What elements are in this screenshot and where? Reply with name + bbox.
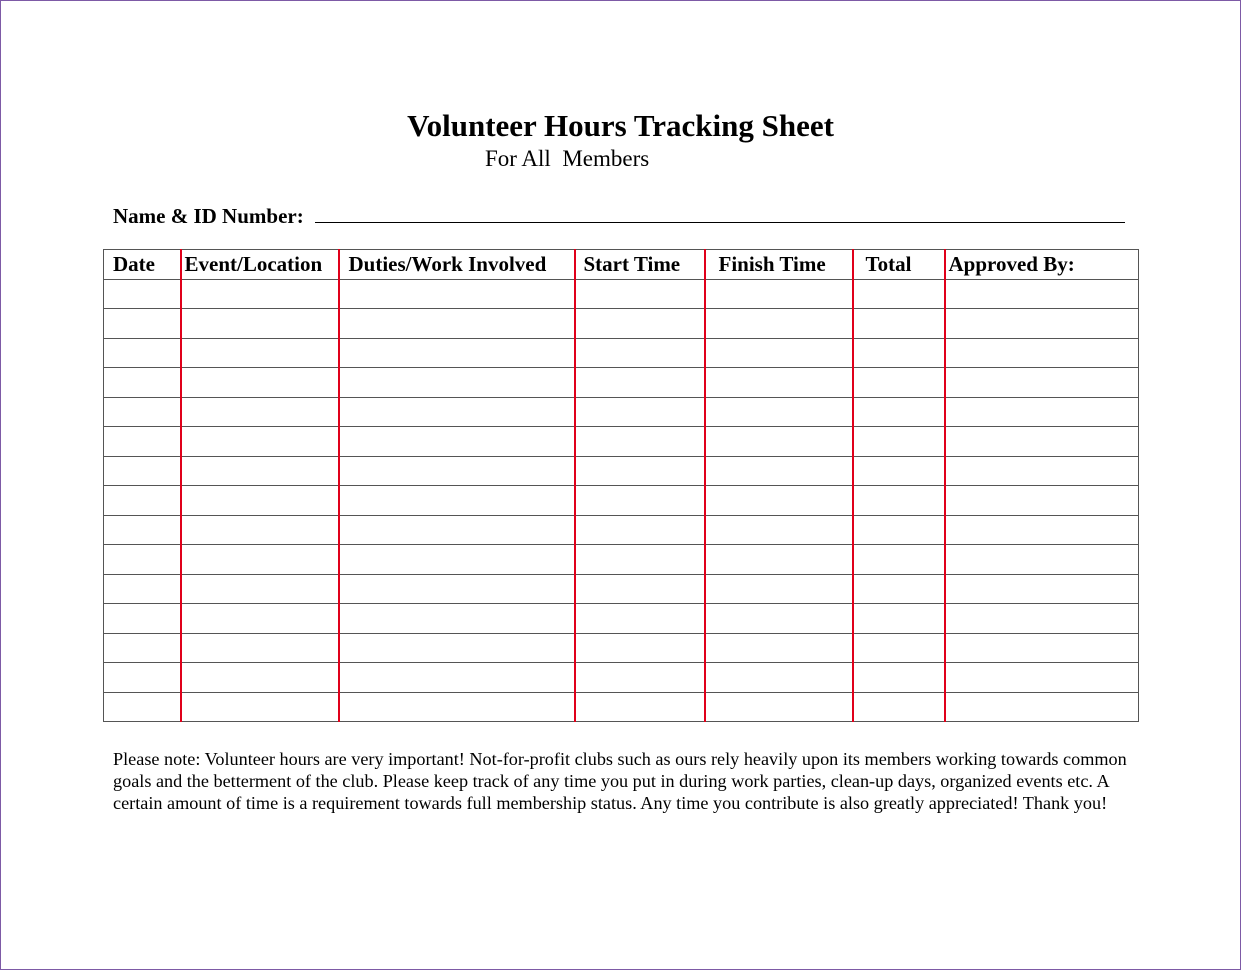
cell-approved-by[interactable] — [945, 338, 1139, 368]
cell-event-location[interactable] — [181, 309, 339, 339]
cell-event-location[interactable] — [181, 486, 339, 516]
cell-date[interactable] — [104, 368, 181, 398]
cell-total[interactable] — [853, 633, 945, 663]
cell-approved-by[interactable] — [945, 427, 1139, 457]
cell-approved-by[interactable] — [945, 633, 1139, 663]
cell-approved-by[interactable] — [945, 692, 1139, 722]
cell-event-location[interactable] — [181, 545, 339, 575]
cell-date[interactable] — [104, 515, 181, 545]
name-id-row — [113, 201, 1125, 231]
cell-date[interactable] — [104, 545, 181, 575]
cell-finish-time[interactable] — [705, 545, 853, 575]
cell-total[interactable] — [853, 397, 945, 427]
cell-duties[interactable] — [339, 604, 575, 634]
cell-event-location[interactable] — [181, 633, 339, 663]
cell-start-time[interactable] — [575, 604, 705, 634]
cell-finish-time[interactable] — [705, 663, 853, 693]
cell-event-location[interactable] — [181, 279, 339, 309]
cell-start-time[interactable] — [575, 279, 705, 309]
cell-finish-time[interactable] — [705, 692, 853, 722]
cell-event-location[interactable] — [181, 604, 339, 634]
cell-event-location[interactable] — [181, 368, 339, 398]
cell-total[interactable] — [853, 663, 945, 693]
cell-finish-time[interactable] — [705, 338, 853, 368]
cell-start-time[interactable] — [575, 397, 705, 427]
cell-duties[interactable] — [339, 633, 575, 663]
cell-event-location[interactable] — [181, 663, 339, 693]
cell-duties[interactable] — [339, 427, 575, 457]
cell-date[interactable] — [104, 633, 181, 663]
cell-duties[interactable] — [339, 456, 575, 486]
cell-start-time[interactable] — [575, 574, 705, 604]
cell-duties[interactable] — [339, 486, 575, 516]
cell-date[interactable] — [104, 279, 181, 309]
cell-date[interactable] — [104, 456, 181, 486]
cell-approved-by[interactable] — [945, 574, 1139, 604]
cell-date[interactable] — [104, 338, 181, 368]
cell-total[interactable] — [853, 692, 945, 722]
cell-finish-time[interactable] — [705, 486, 853, 516]
cell-event-location[interactable] — [181, 397, 339, 427]
cell-date[interactable] — [104, 604, 181, 634]
cell-date[interactable] — [104, 309, 181, 339]
cell-total[interactable] — [853, 545, 945, 575]
cell-finish-time[interactable] — [705, 604, 853, 634]
cell-start-time[interactable] — [575, 486, 705, 516]
cell-approved-by[interactable] — [945, 515, 1139, 545]
cell-approved-by[interactable] — [945, 397, 1139, 427]
cell-total[interactable] — [853, 368, 945, 398]
cell-total[interactable] — [853, 456, 945, 486]
cell-event-location[interactable] — [181, 338, 339, 368]
column-header-duties: Duties/Work Involved — [339, 250, 575, 280]
table-row — [104, 279, 1139, 309]
cell-finish-time[interactable] — [705, 574, 853, 604]
cell-finish-time[interactable] — [705, 368, 853, 398]
cell-duties[interactable] — [339, 574, 575, 604]
cell-finish-time[interactable] — [705, 397, 853, 427]
cell-total[interactable] — [853, 309, 945, 339]
table-row — [104, 456, 1139, 486]
column-header-event-location: Event/Location — [181, 250, 339, 280]
cell-date[interactable] — [104, 427, 181, 457]
cell-event-location[interactable] — [181, 692, 339, 722]
column-header-date: Date — [104, 250, 181, 280]
table-row — [104, 309, 1139, 339]
cell-approved-by[interactable] — [945, 279, 1139, 309]
cell-event-location[interactable] — [181, 427, 339, 457]
cell-duties[interactable] — [339, 338, 575, 368]
cell-start-time[interactable] — [575, 368, 705, 398]
cell-event-location[interactable] — [181, 515, 339, 545]
cell-start-time[interactable] — [575, 545, 705, 575]
cell-total[interactable] — [853, 604, 945, 634]
cell-approved-by[interactable] — [945, 309, 1139, 339]
cell-duties[interactable] — [339, 309, 575, 339]
cell-event-location[interactable] — [181, 456, 339, 486]
hours-log-table — [103, 249, 1139, 722]
cell-start-time[interactable] — [575, 309, 705, 339]
cell-date[interactable] — [104, 574, 181, 604]
column-header-total: Total — [853, 250, 945, 280]
cell-finish-time[interactable] — [705, 456, 853, 486]
cell-finish-time[interactable] — [705, 515, 853, 545]
table-row — [104, 692, 1139, 722]
note-paragraph: Please note: Volunteer hours are very important! Not-for-profit clubs such as ours rely heavily upon its members working towards common goals and the betterment of the club. Please keep track of any time you put in during work parties, clean-up days, organized events etc. A certain amount of time is a requirement towards full membership status. Any time you contribute is also greatly appreciated! Thank you! — [113, 749, 1127, 813]
page-title: Volunteer Hours Tracking Sheet — [407, 108, 834, 143]
cell-total[interactable] — [853, 515, 945, 545]
cell-start-time[interactable] — [575, 515, 705, 545]
cell-start-time[interactable] — [575, 338, 705, 368]
column-header-approved-by: Approved By: — [945, 250, 1139, 280]
cell-duties[interactable] — [339, 515, 575, 545]
cell-duties[interactable] — [339, 397, 575, 427]
cell-approved-by[interactable] — [945, 486, 1139, 516]
table-row — [104, 574, 1139, 604]
table-row — [104, 338, 1139, 368]
cell-approved-by[interactable] — [945, 545, 1139, 575]
table-row — [104, 486, 1139, 516]
table-row — [104, 604, 1139, 634]
cell-total[interactable] — [853, 279, 945, 309]
cell-start-time[interactable] — [575, 692, 705, 722]
cell-date[interactable] — [104, 397, 181, 427]
column-header-finish-time: Finish Time — [705, 250, 853, 280]
cell-approved-by[interactable] — [945, 456, 1139, 486]
cell-duties[interactable] — [339, 368, 575, 398]
cell-total[interactable] — [853, 338, 945, 368]
cell-total[interactable] — [853, 427, 945, 457]
column-header-start-time: Start Time — [575, 250, 705, 280]
cell-start-time[interactable] — [575, 663, 705, 693]
header-row — [104, 250, 1139, 280]
cell-duties[interactable] — [339, 692, 575, 722]
name-id-field[interactable] — [315, 202, 1125, 223]
table-row — [104, 427, 1139, 457]
cell-start-time[interactable] — [575, 456, 705, 486]
table-row — [104, 515, 1139, 545]
cell-approved-by[interactable] — [945, 663, 1139, 693]
table-body — [104, 279, 1139, 722]
table-row — [104, 663, 1139, 693]
cell-start-time[interactable] — [575, 427, 705, 457]
cell-duties[interactable] — [339, 663, 575, 693]
table-row — [104, 545, 1139, 575]
table-row — [104, 368, 1139, 398]
cell-finish-time[interactable] — [705, 633, 853, 663]
table-row — [104, 633, 1139, 663]
cell-approved-by[interactable] — [945, 604, 1139, 634]
cell-date[interactable] — [104, 663, 181, 693]
cell-duties[interactable] — [339, 545, 575, 575]
cell-date[interactable] — [104, 692, 181, 722]
cell-start-time[interactable] — [575, 633, 705, 663]
cell-event-location[interactable] — [181, 574, 339, 604]
cell-finish-time[interactable] — [705, 279, 853, 309]
cell-approved-by[interactable] — [945, 368, 1139, 398]
name-id-label: Name & ID Number: — [113, 204, 304, 228]
cell-date[interactable] — [104, 486, 181, 516]
cell-finish-time[interactable] — [705, 309, 853, 339]
table-row — [104, 397, 1139, 427]
cell-finish-time[interactable] — [705, 427, 853, 457]
cell-total[interactable] — [853, 574, 945, 604]
cell-duties[interactable] — [339, 279, 575, 309]
cell-total[interactable] — [853, 486, 945, 516]
page-subtitle: For All Members — [485, 146, 650, 171]
